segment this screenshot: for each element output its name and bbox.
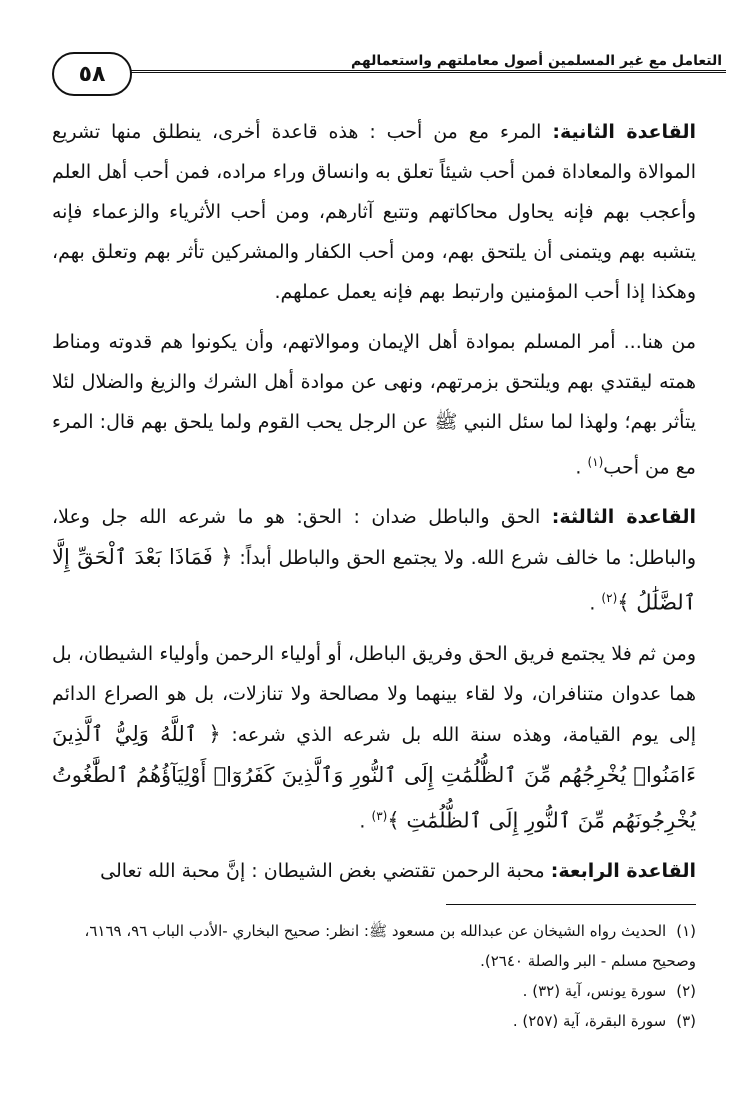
paragraph-text: ومن ثم فلا يجتمع فريق الحق وفريق الباطل، أو أولياء الرحمن وأولياء الشيطان، بل هما عدوان متنافران، ولا لقاء بينهما ولا مصالحة ولا تنازلات، بل هو الصراع الدائم إلى يوم القيامة، وهذه سنة الله بل شرعه الذي شرعه:: [52, 642, 696, 746]
page-header: [24, 48, 726, 98]
quran-verse: ﴿ ٱللَّهُ وَلِيُّ ٱلَّذِينَ ءَامَنُوا۟ يُخْرِجُهُم مِّنَ ٱلظُّلُمَٰتِ إِلَى ٱلنُّورِ وَٱلَّذِينَ كَفَرُوٓا۟ أَوْلِيَآؤُهُمُ ٱلطَّٰغُوتُ يُخْرِجُونَهُم مِّنَ ٱلنُّورِ إِلَى ٱلظُّلُمَٰتِ ﴾: [52, 721, 696, 832]
main-text: [52, 112, 696, 891]
footnote-item: [52, 916, 696, 976]
footnote-text: سورة يونس، آية (٣٢) .: [522, 982, 667, 1000]
footnote-ref[interactable]: (٣): [371, 808, 388, 823]
paragraph-rule-four: [52, 851, 696, 891]
paragraph-text: من هنا... أمر المسلم بموادة أهل الإيمان وموالاتهم، وأن يكونوا هم قدوته ومناط همته ليقتدي بهم ويلتحق بزمرتهم، ونهى عن موادة أهل الشرك والزيغ والضلال لئلا يتأثر بهم؛ ولهذا لما سئل النبي ﷺ عن الرجل يحب القوم ولما يلحق بهم قال: المرء مع من أحب: [52, 331, 696, 479]
footnote-number: (٢): [676, 982, 696, 1000]
footnote-number: (١): [676, 922, 696, 940]
rule-heading: القاعدة الثانية:: [552, 121, 696, 143]
quran-verse: ﴿ فَمَاذَا بَعْدَ ٱلْحَقِّ إِلَّا ٱلضَّلَٰلُ ﴾: [52, 545, 696, 615]
footnote-text: سورة البقرة، آية (٢٥٧) .: [512, 1012, 667, 1030]
rule-heading: القاعدة الثالثة:: [551, 506, 697, 529]
paragraph-text: محبة الرحمن تقتضي بغض الشيطان : إنَّ محبة الله تعالى: [100, 859, 545, 882]
footnote-item: [52, 976, 696, 1006]
paragraph-rule-two: [52, 112, 696, 312]
footnotes: [52, 904, 696, 1036]
paragraph-rule-three: [52, 497, 696, 623]
footnote-ref[interactable]: (١): [587, 455, 604, 469]
footnote-ref[interactable]: (٢): [601, 591, 618, 606]
footnote-text: الحديث رواه الشيخان عن عبدالله بن مسعود ﷺ: انظر: صحيح البخاري -الأدب الباب ٩٦، ٦١٦٩، وصحيح مسلم - البر والصلة ٢٦٤٠).: [84, 922, 696, 970]
running-title: التعامل مع غير المسلمين أصول معاملتهم واستعمالهم: [350, 53, 722, 69]
paragraph-conflict: [52, 634, 696, 841]
paragraph-text: المرء مع من أحب : هذه قاعدة أخرى، ينطلق منها تشريع الموالاة والمعاداة فمن أحب شيئاً تعلق به وانساق وراء مراده، فمن أحب أهل العلم وأعجب بهم فإنه يحاول محاكاتهم وتتبع آثارهم، ومن أحب الأثرياء والزعماء فإنه يتشبه بهم ويتمنى أن يلتحق بهم، ومن أحب الكفار والمشركين تأثر بهم وتعلق بهم، وهكذا إذا أحب المؤمنين وارتبط بهم فإنه يعمل عملهم.: [52, 121, 696, 303]
footnote-item: [52, 1006, 696, 1036]
rule-heading: القاعدة الرابعة:: [550, 859, 696, 882]
paragraph-tail: .: [575, 456, 588, 479]
header-rule: [128, 70, 726, 73]
page-number: ٥٨: [52, 52, 132, 96]
footnote-number: (٣): [676, 1012, 696, 1030]
paragraph-tail: .: [589, 592, 602, 615]
paragraph-tail: .: [359, 809, 372, 832]
footnote-divider: [446, 904, 696, 905]
paragraph-from-here: [52, 322, 696, 487]
paragraph-text: الحق والباطل ضدان : الحق: هو ما شرعه الله جل وعلا، والباطل: ما خالف شرع الله. ولا يجتمع الحق والباطل أبداً:: [52, 506, 696, 570]
